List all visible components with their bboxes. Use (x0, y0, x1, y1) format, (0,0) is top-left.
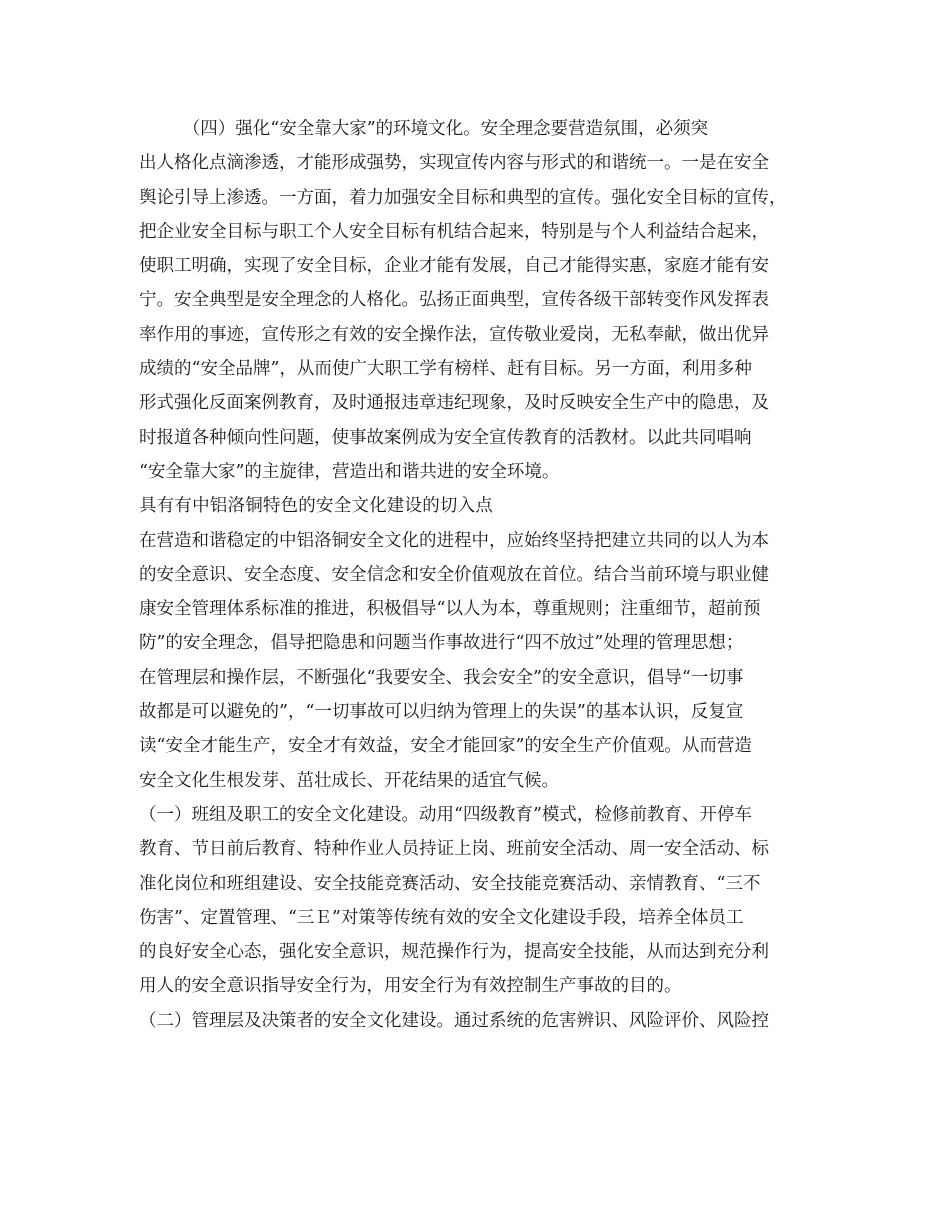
text-line: 宁。安全典型是安全理念的人格化。弘扬正面典型，宣传各级干部转变作风发挥表 (139, 290, 769, 311)
text-line: 的良好安全心态，强化安全意识，规范操作行为，提高安全技能，从而达到充分利 (139, 942, 769, 963)
text-line: 时报道各种倾向性问题，使事故案例成为安全宣传教育的活教材。以此共同唱响 (139, 427, 752, 448)
text-line: 把企业安全目标与职工个人安全目标有机结合起来，特别是与个人利益结合起来， (139, 221, 769, 242)
text-line: 故都是可以避免的”，“一切事故可以归纳为管理上的失误”的基本认识，反复宣 (139, 702, 744, 723)
document-body (139, 112, 829, 1038)
text-line: 舆论引导上渗透。一方面，着力加强安全目标和典型的宣传。强化安全目标的宣传， (139, 187, 787, 208)
text-line: 在营造和谐稳定的中铝洛铜安全文化的进程中，应始终坚持把建立共同的以人为本 (139, 530, 769, 551)
text-line: 防”的安全理念，倡导把隐患和问题当作事故进行“四不放过”处理的管理思想； (139, 633, 744, 654)
section-heading: 具有有中铝洛铜特色的安全文化建设的切入点 (139, 496, 493, 517)
text-line: 康安全管理体系标准的推进，积极倡导“以人为本，尊重规则；注重细节，超前预 (139, 599, 761, 620)
text-line: 教育、节日前后教育、特种作业人员持证上岗、班前安全活动、周一安全活动、标 (139, 839, 769, 860)
text-line: 在管理层和操作层，不断强化“我要安全、我会安全”的安全意识，倡导“一切事 (139, 667, 744, 688)
text-line: 读“安全才能生产，安全才有效益，安全才能回家”的安全生产价值观。从而营造 (139, 736, 752, 757)
text-line: 准化岗位和班组建设、安全技能竞赛活动、安全技能竞赛活动、亲情教育、“三不 (139, 873, 761, 894)
text-line: 率作用的事迹，宣传形之有效的安全操作法，宣传敬业爱岗，无私奉献，做出优异 (139, 324, 769, 345)
text-line: （一）班组及职工的安全文化建设。动用“四级教育”模式，检修前教育、开停车 (139, 804, 752, 825)
text-line: 伤害”、定置管理、“三Ｅ”对策等传统有效的安全文化建设手段，培养全体员工 (139, 907, 744, 928)
text-line: 出人格化点滴渗透，才能形成强势，实现宣传内容与形式的和谐统一。一是在安全 (139, 153, 769, 174)
text-line: 使职工明确，实现了安全目标，企业才能有发展，自己才能得实惠，家庭才能有安 (139, 256, 769, 277)
text-line: （四）强化“安全靠大家”的环境文化。安全理念要营造氛围，必须突 (139, 119, 709, 139)
text-line: 成绩的“安全品牌”，从而使广大职工学有榜样、赶有目标。另一方面，利用多种 (139, 359, 752, 380)
text-line: 形式强化反面案例教育，及时通报违章违纪现象，及时反映安全生产中的隐患，及 (139, 393, 769, 414)
text-line: 用人的安全意识指导安全行为，用安全行为有效控制生产事故的目的。 (139, 976, 682, 997)
text-line: 的安全意识、安全态度、安全信念和安全价值观放在首位。结合当前环境与职业健 (139, 564, 769, 585)
text-line: 安全文化生根发芽、茁壮成长、开花结果的适宜气候。 (139, 770, 559, 791)
text-line: “安全靠大家”的主旋律，营造出和谐共进的安全环境。 (139, 461, 560, 482)
text-line: （二）管理层及决策者的安全文化建设。通过系统的危害辨识、风险评价、风险控 (139, 1010, 769, 1031)
